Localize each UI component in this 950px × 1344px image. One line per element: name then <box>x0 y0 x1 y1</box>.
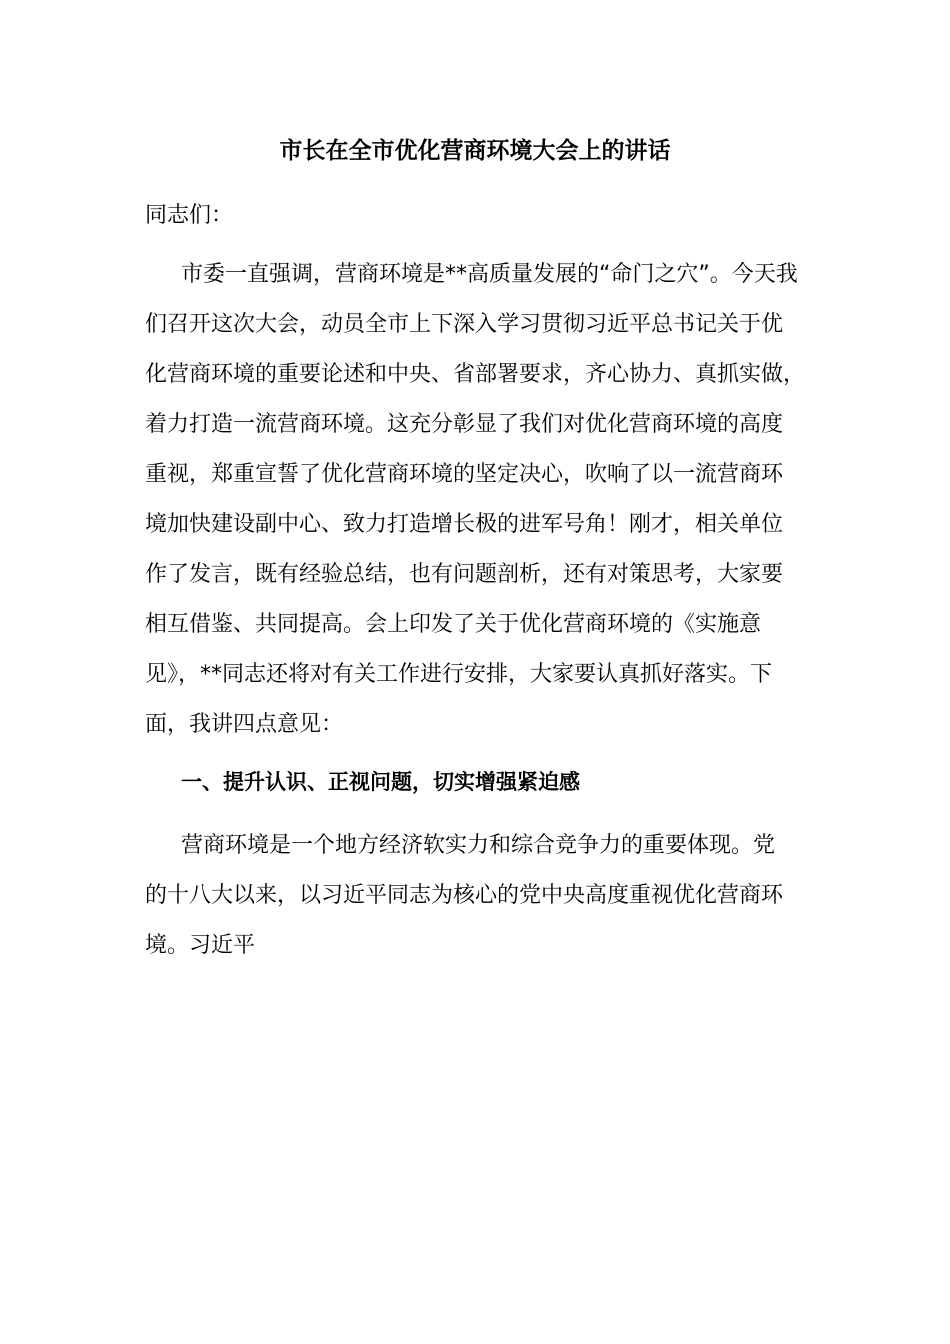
paragraph-1 <box>145 250 815 750</box>
paragraph-line: 面，我讲四点意见： <box>145 712 344 737</box>
paragraph-line: 见》，**同志还将对有关工作进行安排，大家要认真抓好落实。下 <box>145 662 773 687</box>
paragraph-line: 境加快建设副中心、致力打造增长极的进军号角！刚才，相关单位 <box>145 512 784 537</box>
paragraph-2 <box>145 821 815 971</box>
paragraph-line: 们召开这次大会，动员全市上下深入学习贯彻习近平总书记关于优 <box>145 312 784 337</box>
paragraph-line: 营商环境是一个地方经济软实力和综合竞争力的重要体现。党 <box>181 833 776 858</box>
paragraph-line: 着力打造一流营商环境。这充分彰显了我们对优化营商环境的高度 <box>145 412 784 437</box>
paragraph-line: 的十八大以来，以习近平同志为核心的党中央高度重视优化营商环 <box>145 883 784 908</box>
paragraph-line: 化营商环境的重要论述和中央、省部署要求，齐心协力、真抓实做， <box>145 362 806 387</box>
salutation: 同志们： <box>145 203 234 228</box>
paragraph-line: 重视，郑重宣誓了优化营商环境的坚定决心，吹响了以一流营商环 <box>145 462 784 487</box>
paragraph-line: 市委一直强调，营商环境是**高质量发展的“命门之穴”。今天我 <box>181 262 798 287</box>
paragraph-line: 境。习近平 <box>145 933 256 958</box>
document-title: 市长在全市优化营商环境大会上的讲话 <box>279 138 671 164</box>
section-heading: 一、提升认识、正视问题，切实增强紧迫感 <box>181 770 580 794</box>
paragraph-line: 相互借鉴、共同提高。会上印发了关于优化营商环境的《实施意 <box>145 612 762 637</box>
paragraph-line: 作了发言，既有经验总结，也有问题剖析，还有对策思考，大家要 <box>145 562 784 587</box>
